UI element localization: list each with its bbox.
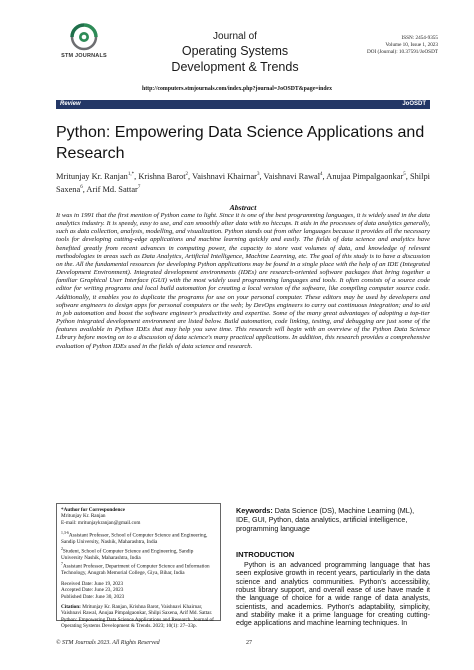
correspondence-email[interactable]: E-mail: mritunjaykranjan@gmail.com bbox=[61, 519, 141, 526]
author-affiliation-marker: 6 bbox=[80, 185, 83, 191]
author-affiliation-marker: 5 bbox=[403, 172, 406, 177]
affiliation-1: $^{1,3-6}$Assistant Professor, School of Computer Science and Engineering, Sandip University, Nashik, Maharashtra, India bbox=[61, 531, 208, 546]
author-affiliation-marker: 2 bbox=[185, 172, 189, 177]
author-name: Anujaa Pimpalgaonkar bbox=[326, 171, 404, 181]
keywords-text: Data Science (DS), Machine Learning (ML), IDE, GUI, Python, data analytics, artificial intelligence, programming language bbox=[236, 506, 415, 533]
author-affiliation-marker: 7 bbox=[137, 185, 141, 191]
affiliation-2: $^2$Student, School of Computer Science and Engineering, Sandip University Nashik, Maharashtra, India bbox=[61, 546, 194, 561]
author-list: Mritunjay Kr. Ranjan$^{1,*}$, Krishna Barot$^2$, Vaishnavi Khairnar$^3$, Vaishnavi Rawal$^4$, Anujaa Pimpalgaonkar$^5$, Shilpi Saxena$^6$, Arif Md. Sattar$^7$ bbox=[56, 171, 430, 195]
introduction-heading: INTRODUCTION bbox=[236, 550, 295, 559]
author-affiliation-marker: 1,* bbox=[127, 172, 135, 177]
journal-header bbox=[0, 0, 474, 80]
page-number: 27 bbox=[246, 640, 252, 646]
keywords-label: Keywords: bbox=[236, 506, 273, 515]
author-affiliation-marker: 4 bbox=[320, 172, 323, 177]
author-name: Vaishnavi Rawal bbox=[263, 171, 321, 181]
abstract-text: It was in 1991 that the first mention of Python came to light. Since it is one of the best programming languages, it is widely used in the data analytics industry. It is speedy, easy to use, and can smoothly alter data with no hiccups. It aids in the processes of data analytics generally, such as data collection, analysis, modelling, and visualization. Python stands out from other languages because it provides all the necessary tools for developing cutting-edge applications and machine learning quickly and easily. The fields of data science and analytics have benefited greatly from recent advances in computing power, the capacity to store vast volumes of data, and knowledge of relevant methodologies in areas such as Data Analytics, Artificial Intelligence, Machine Learning, etc. The goal of this study is to have a discussion on the. All the fundamental resources for developing Python applications may be found in a single place with the help of an IDE (Integrated Development Environment). Integrated development environments (IDEs) are research-oriented software packages that bring together a familiar Graphical User Interface (GUI) with the most widely used programming languages and tools. It often consists of a source code editor for writing programs and local build automation for creating a local version of the software, like compiling computer source code. Additionally, it enables you to duplicate the programs for use on your personal computer. These editors may be used by developers and software engineers to design apps for personal computers or the web; by DevOps engineers to carry out continuous integration; and to aid in job automation and boost the software engineer's productivity and expertise. Some of the many great advantages of adopting a top-tier Python integrated development environment are listed below. Build automation, code linking, testing, and debugging are just some of the features available in Python IDEs that may help you save time. This research will begin with an overview of the Python Data Science Library before moving on to a discussion of data science's many practical applications. In addition, this research provides a comprehensive evaluation of Python IDEs used in the fields of data science and research. bbox=[56, 212, 430, 350]
article-type-band bbox=[56, 100, 430, 109]
author-affiliation-marker: 3 bbox=[256, 172, 260, 177]
accepted-date: Accepted Date: June 23, 2023 bbox=[61, 587, 124, 594]
author-name: Krishna Barot bbox=[138, 171, 186, 181]
copyright: © STM Journals 2023. All Rights Reserved bbox=[56, 640, 160, 646]
correspondence-name: Mritunjay Kr. Ranjan bbox=[61, 513, 106, 520]
abstract-heading: Abstract bbox=[229, 203, 257, 212]
stm-journals-logo bbox=[56, 22, 112, 74]
correspondence-heading: *Author for Correspondence bbox=[61, 507, 125, 513]
journal-line-1: Journal of bbox=[213, 31, 257, 42]
paper-title: Python: Empowering Data Science Applications and Research bbox=[56, 124, 425, 162]
author-name: Shilpi Saxena bbox=[56, 171, 430, 195]
affiliation-3: $^7$Assistant Professor, Department of Computer Science and Information Technology, Anugrah Memorial College, Giya, Bihar, India bbox=[61, 562, 210, 577]
published-date: Published Date: June 30, 2023 bbox=[61, 593, 125, 600]
journal-url-link[interactable]: http://computers.stmjournals.com/index.php?journal=JoOSDT&page=index bbox=[141, 86, 333, 92]
author-name: Arif Md. Sattar bbox=[86, 185, 138, 195]
introduction-text: Python is an advanced programming language that has seen explosive growth in recent years, particularly in the data science and analytics communities. Python's accessibility, robust library support, and overall ease of use have made it the language of choice for a wide range of data analysts, scientists, and academics. Python's adaptability, simplicity, and stability make it a prime language for creating cutting-edge applications and machine learning techniques. In bbox=[236, 561, 430, 628]
correspondence-box bbox=[56, 503, 221, 630]
keywords bbox=[236, 506, 430, 533]
volume-issue: Volume 10, Issue 1, 2023 bbox=[385, 42, 438, 48]
journal-abbrev: JoOSDT bbox=[402, 101, 426, 107]
stm-logo-icon bbox=[69, 22, 99, 52]
journal-line-2: Operating Systems bbox=[181, 44, 289, 58]
author-name: Vaishnavi Khairnar bbox=[192, 171, 257, 181]
author-name: Mritunjay Kr. Ranjan bbox=[56, 171, 128, 181]
article-type-label: Review bbox=[60, 101, 81, 107]
journal-name bbox=[150, 31, 320, 75]
logo-text: STM JOURNALS bbox=[61, 53, 107, 59]
issn: ISSN: 2454-9355 bbox=[401, 35, 438, 41]
received-date: Received Date: June 19, 2023 bbox=[61, 580, 124, 587]
journal-line-3: Development & Trends bbox=[171, 60, 299, 74]
citation: Citation: Mritunjay Kr. Ranjan, Krishna Barot, Vaishnavi Khairnar, Vaishnavi Rawal, Anujaa Pimpalgaonkar, Shilpi Saxena, Arif Md. Sattar. Python: Empowering Data Science Applications and Research. Journal of Operating Systems Development & Trends. 2023; 10(1): 27–33p. bbox=[61, 604, 214, 630]
journal-meta bbox=[367, 35, 438, 56]
journal-doi: DOI (Journal): 10.37591/JoOSDT bbox=[366, 49, 438, 55]
